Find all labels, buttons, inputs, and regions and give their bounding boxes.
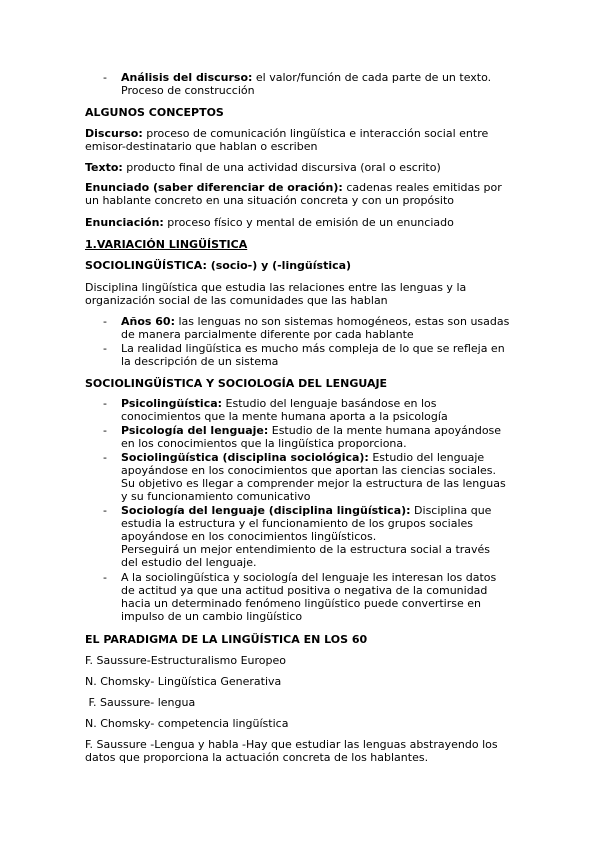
definition-text: producto final de una actividad discursiva (oral o escrito) [122, 161, 441, 174]
concept-paragraph [85, 181, 525, 207]
subsection-heading: SOCIOLINGÜÍSTICA: (socio-) y (-lingüística) [85, 259, 352, 272]
definition-text: el valor/función de cada parte de un texto. [252, 71, 492, 84]
paragraph: F. Saussure-Estructuralismo Europeo [85, 654, 286, 667]
concept-paragraph [85, 161, 525, 174]
bullet-dash: - [103, 504, 107, 517]
definition-text: emisor-destinatario que hablan o escriben [85, 140, 318, 153]
term-bold: Psicolingüística: [121, 397, 223, 410]
bullet-dash: - [103, 71, 107, 84]
definition-text: cadenas reales emitidas por [342, 181, 502, 194]
concept-paragraph [85, 127, 525, 153]
term-bold: Enunciación: [85, 216, 164, 229]
section-heading: EL PARADIGMA DE LA LINGÜÍSTICA EN LOS 60 [85, 633, 368, 646]
term-bold: Discurso: [85, 127, 143, 140]
bullet-dash: - [103, 451, 107, 464]
paragraph: Disciplina lingüística que estudia las relaciones entre las lenguas y la organización social de las comunidades que las hablan [85, 281, 467, 307]
term-bold: Sociología del lenguaje (disciplina lingüística): [121, 504, 411, 517]
section-heading: SOCIOLINGÜÍSTICA Y SOCIOLOGÍA DEL LENGUAJE [85, 377, 388, 390]
paragraph: F. Saussure- lengua [85, 696, 196, 709]
term-bold: Sociolingüística (disciplina sociológica): [121, 451, 369, 464]
bullet-dash: - [103, 342, 107, 355]
term-bold: Enunciado (saber diferenciar de oración): [85, 181, 343, 194]
term-bold: Análisis del discurso: [121, 71, 253, 84]
term-bold: Texto: [85, 161, 123, 174]
section-heading: 1.VARIACIÓN LINGÜÍSTICA [85, 238, 248, 251]
bullet-dash: - [103, 397, 107, 410]
term-bold: Años 60: [121, 315, 175, 328]
term-bold: Psicología del lenguaje: [121, 424, 269, 437]
paragraph: N. Chomsky- competencia lingüística [85, 717, 289, 730]
paragraph: F. Saussure -Lengua y habla -Hay que estudiar las lenguas abstrayendo los datos que proporciona la actuación concreta de los hablantes. [85, 738, 498, 764]
section-heading: ALGUNOS CONCEPTOS [85, 106, 224, 119]
bullet-dash: - [103, 315, 107, 328]
definition-text: Proceso de construcción [121, 84, 255, 97]
bullet-dash: - [103, 424, 107, 437]
bullet-dash: - [103, 571, 107, 584]
definition-text: proceso de comunicación lingüística e interacción social entre [142, 127, 489, 140]
paragraph: N. Chomsky- Lingüística Generativa [85, 675, 282, 688]
definition-text: proceso físico y mental de emisión de un enunciado [163, 216, 454, 229]
definition-text: un hablante concreto en una situación concreta y con un propósito [85, 194, 455, 207]
concept-paragraph [85, 216, 525, 229]
